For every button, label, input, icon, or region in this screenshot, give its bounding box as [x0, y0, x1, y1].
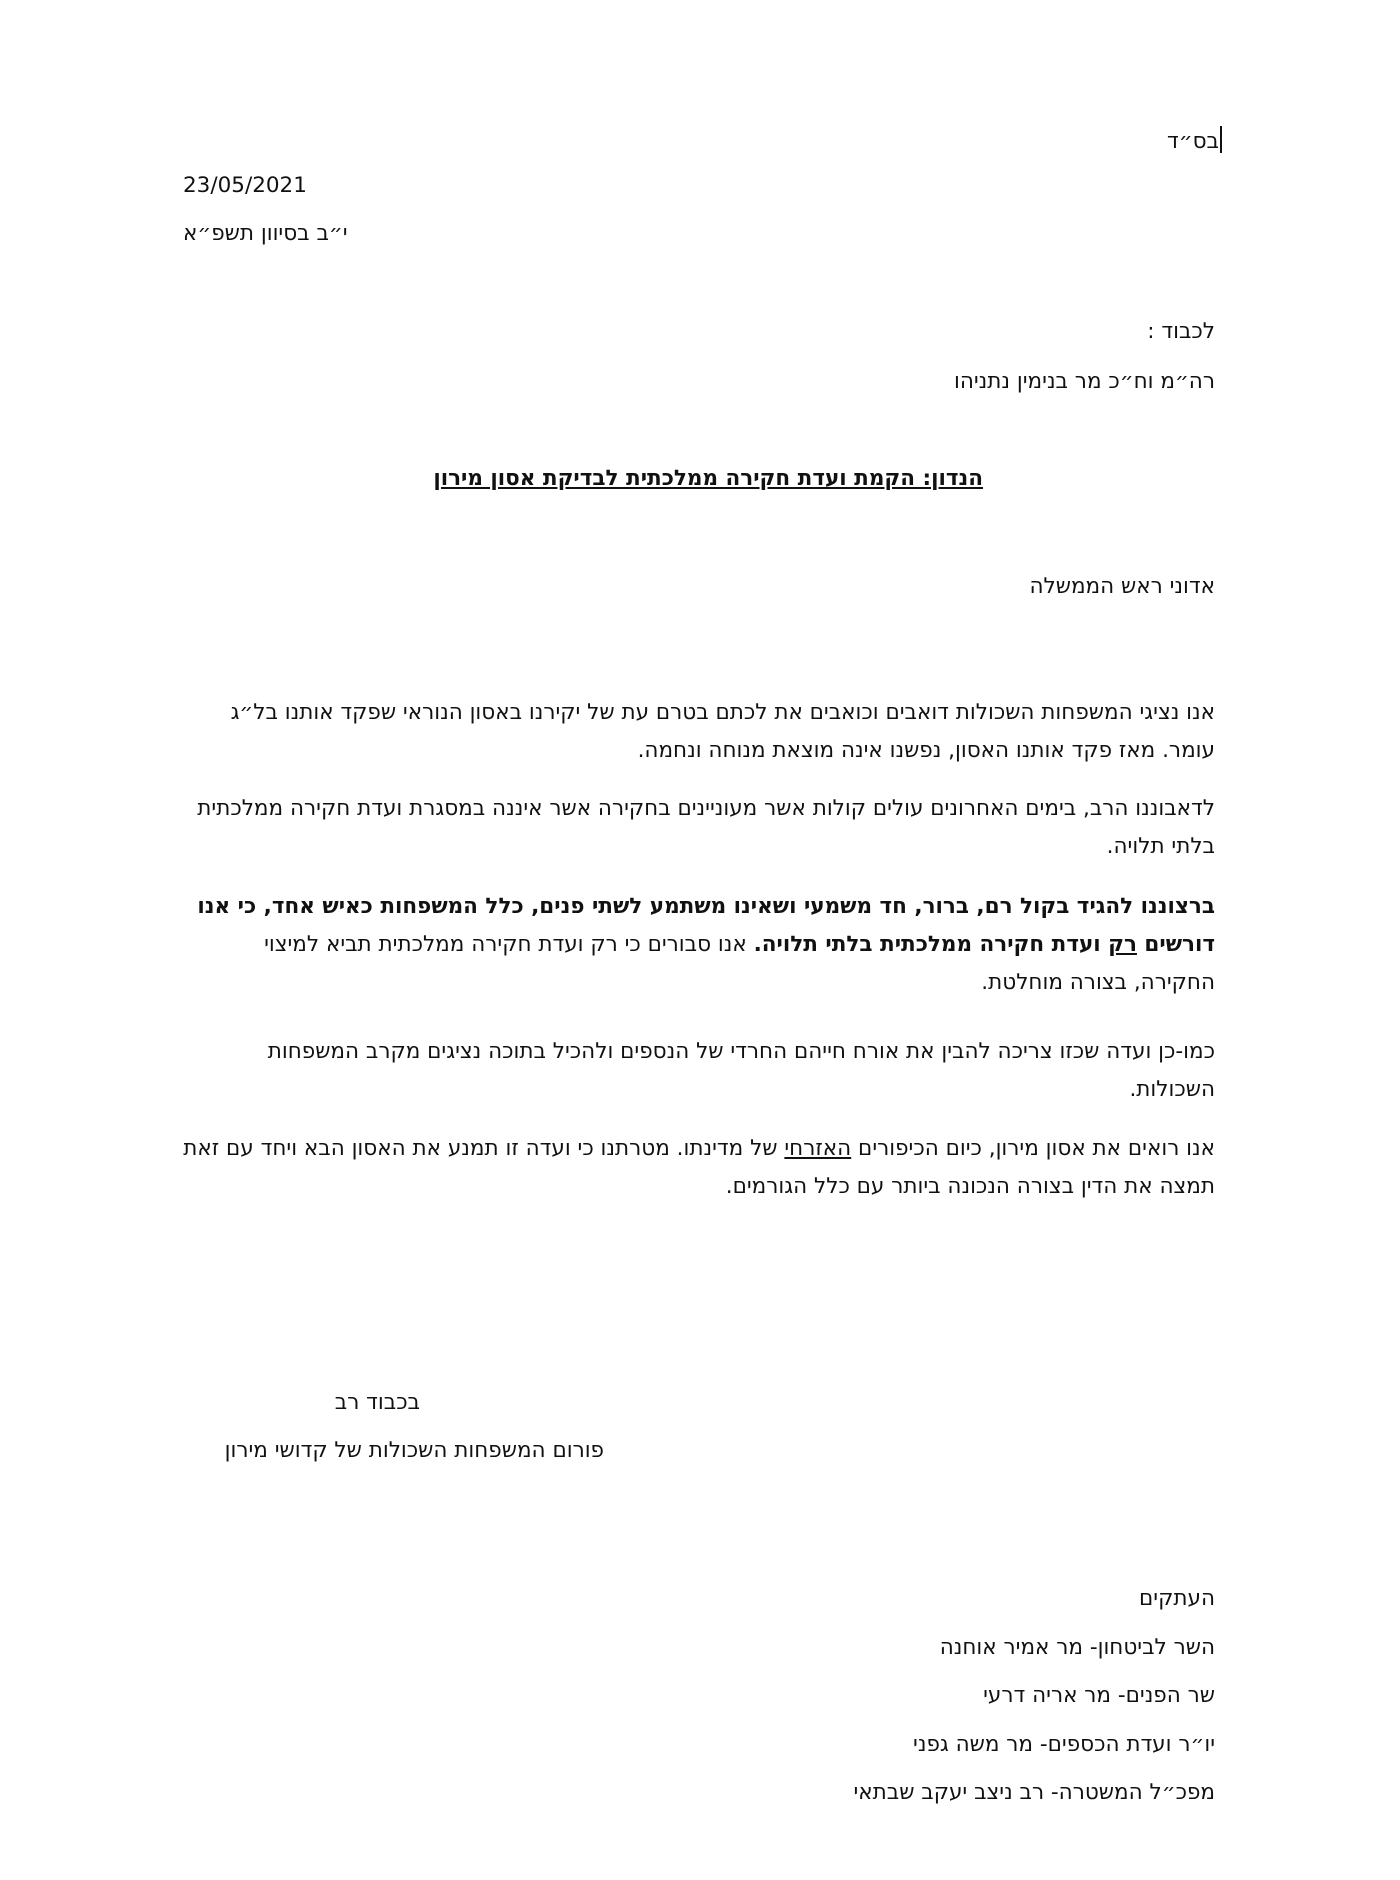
copy-item: יו״ר ועדת הכספים- מר משה גפני: [913, 1732, 1215, 1757]
salutation: אדוני ראש הממשלה: [1029, 574, 1215, 599]
gregorian-date: 23/05/2021: [183, 173, 307, 198]
demand-text-end: ועדת חקירה ממלכתית בלתי תלויה.: [753, 932, 1109, 957]
subject-line: הנדון: הקמת ועדת חקירה ממלכתית לבדיקת אסון מירון: [433, 466, 983, 491]
text-cursor: [1220, 126, 1222, 153]
body-paragraph-1: אנו נציגי המשפחות השכולות דואבים וכואבים את לכתם בטרם עת של יקירנו באסון הנוראי שפקד אותנו בל״ג עומר. מאז פקד אותנו האסון, נפשנו אינה מוצאת מנוחה ונחמה.: [230, 700, 1215, 763]
recipient-name: רה״מ וח״כ מר בנימין נתניהו: [953, 369, 1215, 394]
body-paragraph-2: לדאבוננו הרב, בימים האחרונים עולים קולות אשר מעוניינים בחקירה אשר איננה במסגרת ועדת חקירה ממלכתית בלתי תלויה.: [197, 796, 1215, 859]
emphasis-only: רק: [1108, 932, 1137, 957]
body-paragraph-3: [183, 888, 1215, 1002]
body-paragraph-5: אנו רואים את אסון מירון, כיום הכיפורים האזרחי של מדינתו. מטרתנו כי ועדה זו תמנע את האסון הבא ויחד עם זאת תמצה את הדין בצורה הנכונה ביותר עם כלל הגורמים.: [183, 1136, 1215, 1199]
emphasis-civil: האזרחי: [784, 1136, 852, 1161]
bsd-mark: בס״ד: [1167, 126, 1222, 153]
copy-item: מפכ״ל המשטרה- רב ניצב יעקב שבתאי: [853, 1780, 1215, 1805]
copies-title: העתקים: [1139, 1586, 1215, 1611]
signature: פורום המשפחות השכולות של קדושי מירון: [224, 1438, 604, 1463]
hebrew-date: י״ב בסיוון תשפ״א: [183, 221, 348, 246]
opinion-text: אנו סבורים כי רק ועדת חקירה ממלכתית תביא למיצוי החקירה, בצורה מוחלטת.: [264, 932, 1215, 995]
body-paragraph-4: כמו-כן ועדה שכזו צריכה להבין את אורח חייהם החרדי של הנספים ולהכיל בתוכה נציגים מקרב המשפחות השכולות.: [267, 1039, 1215, 1102]
copy-item: שר הפנים- מר אריה דרעי: [983, 1683, 1215, 1708]
to-label: לכבוד :: [1147, 319, 1215, 344]
demand-text: ברצוננו להגיד בקול רם, ברור, חד משמעי ושאינו משתמע לשתי פנים, כלל המשפחות כאיש אחד, כי אנו דורשים: [197, 894, 1215, 957]
closing-regards: בכבוד רב: [334, 1390, 420, 1415]
copy-item: השר לביטחון- מר אמיר אוחנה: [939, 1635, 1215, 1660]
